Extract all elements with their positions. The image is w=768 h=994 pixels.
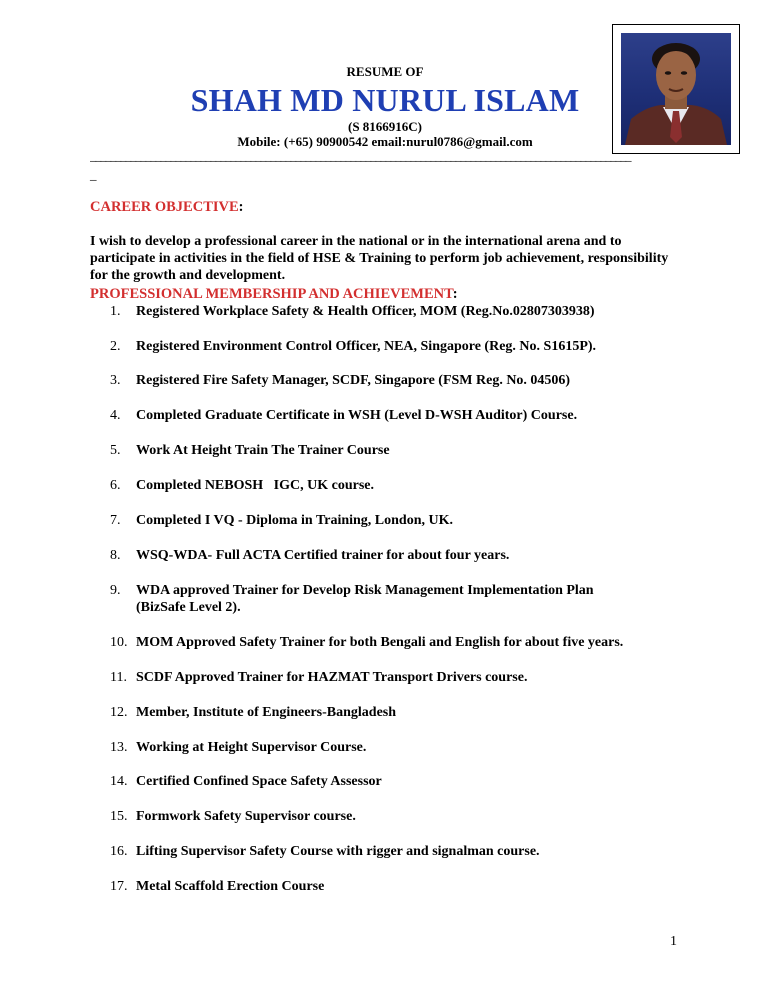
list-item-number: 2. — [110, 339, 121, 354]
career-objective-text: I wish to develop a professional career in the national or in the international arena and to participate in activities in the field of HSE & Training to perform job achievement, responsibility for the growth and development. — [90, 234, 669, 283]
list-item-number: 1. — [110, 304, 121, 319]
list-item-number: 6. — [110, 478, 121, 493]
list-item-text: Certified Confined Space Safety Assessor — [136, 774, 382, 789]
list-item-number: 3. — [110, 373, 121, 388]
list-item-number: 9. — [110, 583, 121, 598]
list-item-number: 14. — [110, 774, 128, 789]
list-item-text: MOM Approved Safety Trainer for both Bengali and English for about five years. — [136, 635, 624, 650]
candidate-name: SHAH MD NURUL ISLAM — [190, 82, 580, 118]
list-item-text: Formwork Safety Supervisor course. — [136, 809, 356, 824]
list-item-number: 13. — [110, 740, 128, 755]
career-objective-colon: : — [238, 199, 244, 215]
list-item-number: 4. — [110, 408, 121, 423]
list-item-text: Registered Workplace Safety & Health Officer, MOM (Reg.No.02807303938) — [136, 304, 595, 319]
list-item-text: Metal Scaffold Erection Course — [136, 879, 325, 894]
career-objective-title: CAREER OBJECTIVE — [90, 199, 239, 215]
career-objective-heading — [90, 199, 244, 216]
list-item-text: Completed Graduate Certificate in WSH (Level D-WSH Auditor) Course. — [136, 408, 578, 423]
list-item-number: 11. — [110, 670, 127, 685]
list-item-text: Registered Fire Safety Manager, SCDF, Singapore (FSM Reg. No. 04506) — [136, 373, 571, 388]
horizontal-rule-tail: _ — [90, 167, 97, 182]
list-item-number: 17. — [110, 879, 128, 894]
list-item-text: WDA approved Trainer for Develop Risk Management Implementation Plan (BizSafe Level 2). — [136, 583, 594, 615]
list-item-text: Completed I VQ - Diploma in Training, London, UK. — [136, 513, 454, 528]
list-item-text: Registered Environment Control Officer, NEA, Singapore (Reg. No. S1615P). — [136, 339, 597, 354]
list-item-number: 8. — [110, 548, 121, 563]
list-item-text: Working at Height Supervisor Course. — [136, 740, 367, 755]
list-item-number: 16. — [110, 844, 128, 859]
page-number: 1 — [670, 934, 677, 949]
resume-of-label: RESUME OF — [346, 64, 424, 79]
horizontal-rule: ____________________________________________________________________________________________________________ — [90, 148, 630, 163]
portrait-image — [621, 33, 731, 145]
membership-title: PROFESSIONAL MEMBERSHIP AND ACHIEVEMENT — [90, 286, 453, 302]
membership-heading — [90, 286, 458, 303]
list-item-text: Work At Height Train The Trainer Course — [136, 443, 390, 458]
list-item-text: Lifting Supervisor Safety Course with rigger and signalman course. — [136, 844, 540, 859]
id-number: (S 8166916C) — [347, 119, 423, 134]
list-item-number: 7. — [110, 513, 121, 528]
membership-colon: : — [452, 286, 458, 302]
list-item-text: SCDF Approved Trainer for HAZMAT Transport Drivers course. — [136, 670, 528, 685]
list-item-text: WSQ-WDA- Full ACTA Certified trainer for about four years. — [136, 548, 510, 563]
list-item-number: 15. — [110, 809, 128, 824]
list-item-text: Completed NEBOSH IGC, UK course. — [136, 478, 374, 493]
contact-info: Mobile: (+65) 90900542 email:nurul0786@gmail.com — [237, 134, 533, 149]
profile-photo — [621, 33, 731, 145]
list-item-number: 10. — [110, 635, 128, 650]
list-item-number: 5. — [110, 443, 121, 458]
list-item-number: 12. — [110, 705, 128, 720]
profile-photo-frame — [612, 24, 740, 154]
list-item-text: Member, Institute of Engineers-Bangladesh — [136, 705, 397, 720]
